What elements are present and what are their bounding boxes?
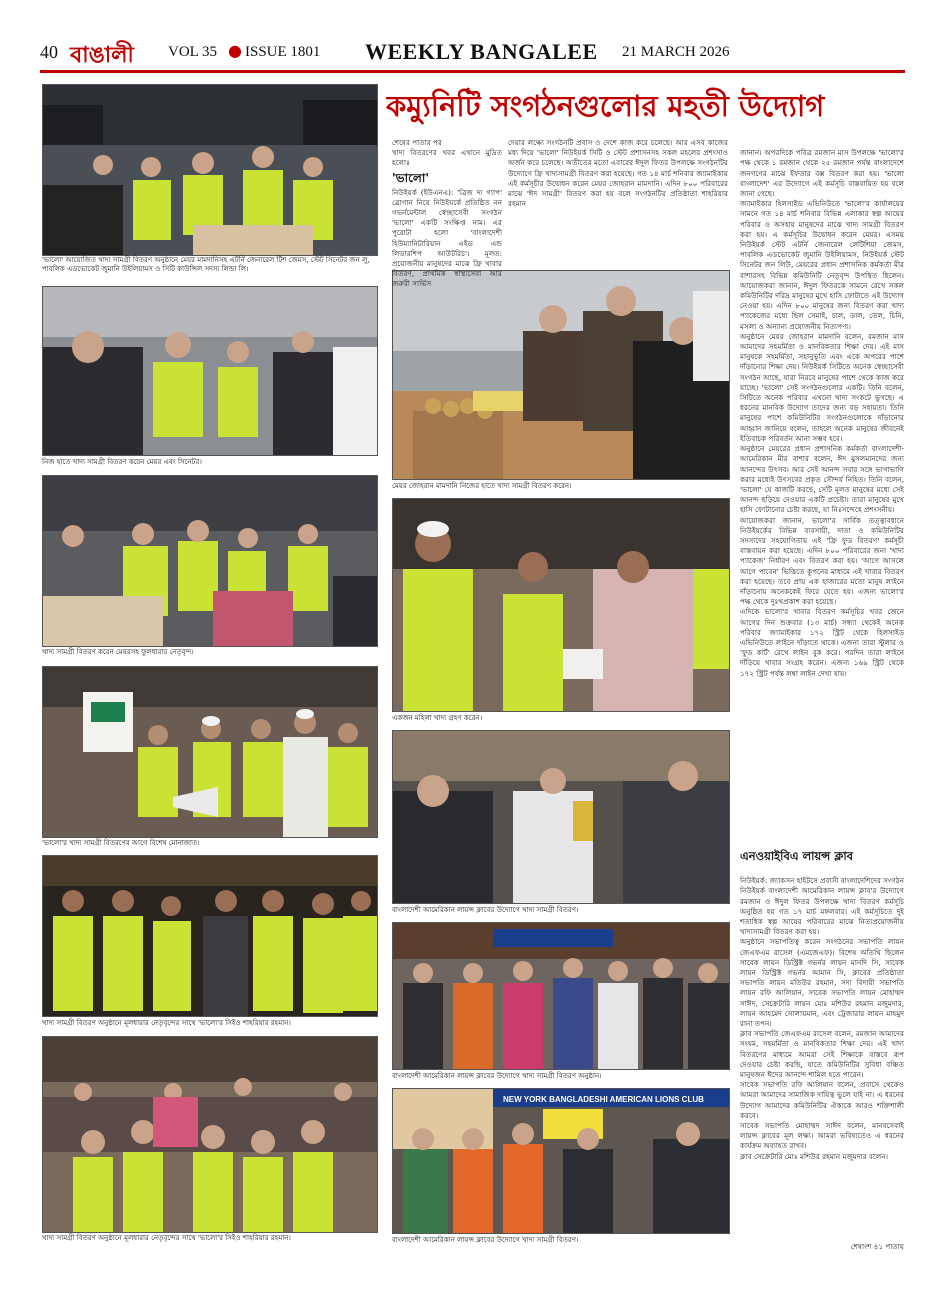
article-paragraph: নিউইয়র্ক: জ্যাকসন হাইটসে প্রবাসী বাংলাদেশিদের সংগঠন নিউইয়র্ক বাংলাদেশী আমেরিকান লায়ন্স ক্লাব'র উদ্যোগে রমজান ও ঈদুল ফিতর উপলক্ষে খাদ্য বিতরণ কর্মসূচি অনুষ্ঠিত হয় গত ১৭ মার্চ মঙ্গলবার। এই কর্মসূচিতে দুই শতাধিক স্বল্প আয়ের পরিবারের মাঝে নিত্যপ্রয়োজনীয় খাদ্যসামগ্রী বিতরণ করা হয়। অনুষ্ঠানে সভাপতিত্ব করেন সংগঠনের সভাপতি লায়ন জেএফএম রাসেল (এমজেএফ)। বিশেষ অতিথি ছিলেন সাবেক লায়ন ডিস্ট্রিক্ট গভর্নর লায়ন মানদি সি, সাবেক লায়ন ডিস্ট্রিক্ট গভর্নর আমান সি, ক্লাবের প্রতিষ্ঠাতা সভাপতি লায়ন মতিউর রহমান, সদ্য বিদায়ী সভাপতি লায়ন রফি আলিয়ান, সাবেক সভাপতি লায়ন মোহাম্মদ সাঈদ, সেক্রেটারি লায়ন মোঃ মশিউর রহমান মজুমদার, লায়ন আহমেদ সোলায়মান, এবং ট্রেজারার লায়ন মাহমুদ রানা তপন। ক্লাব সভাপতি জেএফএম রাসেল বলেন, রমজান আমাদের সংযম, সহমর্মিতা ও মানবিকতার শিক্ষা দেয়। এই খাদ্য বিতরণের মাধ্যমে আমরা সেই শিক্ষাকে বাস্তবে রূপ দেওয়ার চেষ্টা করছি, যাতে কমিউনিটির সুবিধা বঞ্চিত মানুষজন ঈদের আনন্দে শামিল হতে পারেন। সাবেক সভাপতি রফি আলিয়ান বলেন, প্রবাসে থেকেও আমরা আমাদের সামাজিক দায়িত্ব ভুলে যাই না। এ ধরনের উদ্যোগ আমাদের কমিউনিটির ঐক্যকে আরও শক্তিশালী করবে। সাবেক সভাপতি মোহাম্মদ সাঈদ বলেন, মানবসেবাই লায়ন্স ক্লাবের মূল লক্ষ্য। আমরা ভবিষ্যতেও এ ধরনের কার্যক্রম অব্যাহত রাখব। ক্লাব সেক্রেটারি মোঃ মশিউর রহমান মজুমদার বলেন। — [740, 876, 904, 1161]
photo-caption: বাংলাদেশী আমেরিকান লায়ন্স ক্লাবের উদ্যোগে খাদ্য সামগ্রী বিতরণ। — [392, 1236, 579, 1244]
photo-caption: খাদ্য সামগ্রী বিতরণ অনুষ্ঠানে মূলধারার নেতৃবৃন্দের সাথে 'ভালো'র সিইও শাহরিয়ার রহমান। — [42, 1234, 291, 1242]
issue-label: ISSUE 1801 — [245, 44, 321, 60]
photo-caption: খাদ্য সামগ্রী বিতরণ অনুষ্ঠানে মূলধারার নেতৃবৃন্দের সাথে 'ভালো'র সিইও শাহরিয়ার রহমান। — [42, 1019, 291, 1027]
article-paragraph: জানান। অপরদিকে পবিত্র রমজান মাস উপলক্ষে 'ভালো'র পক্ষ থেকে ১ রমজান থেকে ২৫ রমজান পর্যন্ত বাংলাদেশে জনগণের মাঝে ইফতার বক্স বিতরণ করা হয়। 'ভালো বাংলাদেশ' এর উদ্যোগে এই কর্মসূচি বাস্তবায়িত হয় বলে জানা গেছে। জ্যামাইকার হিলসাইড এভিনিউতে 'ভালো'র কার্যালয়ের সামনে গত ১৪ মার্চ শনিবার বিভিন্ন এলাকার স্বল্প আয়ের পরিবার ও অসহায় মানুষদের মাঝে খাদ্য সামগ্রী বিতরণ করা হয়। এ কর্মসূচির উদ্বোধন করেন মেয়র। এসময় নিউইয়র্ক স্টেট এটর্নি জেনারেল লেটিশিয়া জেমস, পাবলিক এডভোকেট জুমানি উইলিয়ামস, নিউইয়র্ক স্টেট সিনেটর জন লিউ, মেয়রের প্রধান প্রশাসনিক কর্মকর্তা মীর বাশারসহ বিভিন্ন কমিউনিটি নেতৃবৃন্দ উপস্থিত ছিলেন। আয়োজকরা জানান, ঈদুল ফিতরকে সামনে রেখে সকল কমিউনিটির দরিদ্র মানুষের মুখে হাসি ফোটাতে এই উদ্যোগ নেওয়া হয়। এদিন ৮০০ মানুষের জন্য বিতরণ করা খাদ্য প্যাকেজের মধ্যে ছিল সেমাই, চাল, ডাল, তেল, চিনি, মসলা ও অন্যান্য প্রয়োজনীয় নিত্যপণ্য। অনুষ্ঠানে মেয়র জোহরান মামদানি বলেন, রমজান মাস আমাদের সহমর্মিতা ও মানবিকতার শিক্ষা দেয়। এই মাস মানুষকে সহমর্মিতা, সহানুভূতি এবং একে অপরের পাশে দাঁড়ানোর শিক্ষা দেয়। নিউইয়র্ক সিটিতে অনেক স্বেচ্ছাসেবী সংগঠন আছে, যারা নিরবে মানুষের পাশে থেকে কাজ করে যাচ্ছে। 'ভালো' সেই সংগঠনগুলোর একটি। তিনি বলেন, সিটিতে অনেক পরিবার এখনো খাদ্য সংকটে ভুগছে। এ ধরনের মানবিক উদ্যোগ তাদের জন্য বড় সহায়তা। তিনি মানুষের পাশে কমিউনিটির সংগঠনগুলোকে দাঁড়ানোর আহ্বান জানিয়ে বলেন, তাহলে অনেক মানুষের জীবনেই ইতিবাচক পরিবর্তন আনা সম্ভব হবে। অনুষ্ঠানে মেয়রের প্রধান প্রশাসনিক কর্মকর্তা বাংলাদেশী-আমেরিকান মীর বাশার বলেন, ঈদ মুসলমানদের জন্য আনন্দের উৎসব। আর সেই আনন্দ সবার সঙ্গে ভাগাভাগি করার মধ্যেই উৎসবের প্রকৃত সৌন্দর্য নিহিত। তিনি বলেন, 'ভালো' যে কাজটি করছে, সেটি মূলত মানুষের মধ্যে সেই আনন্দ ছড়িয়ে দেওয়ার একটি প্রচেষ্টা। তারা মানুষের মুখে হাসি ফোটানোর চেষ্টা করছে, যা নিঃসন্দেহে প্রশংসনীয়। আয়োজকরা জানান, ভালো'র সার্বিক তত্ত্বাবধানে নিউইয়র্কের বিভিন্ন ব্যবসায়ী, দাতা ও কমিউনিটির সদস্যদের সহযোগিতায় এই 'ফ্রি ফুড বিতরণ' কর্মসূচী বাস্তবায়ন করা হয়েছে। এদিন ৮০০ পরিবারের জন্য 'খাদ্য প্যাকেজ' নির্ধারণ এবং বিতরণ করা হয়। 'আগে আসলে আগে পাবেন' ভিত্তিতে কুপনের মাধ্যমে এই খাবার বিতরণ করা হয়েছে। তবে প্রায় এক হাজারের মতো মানুষ লাইনে দাঁড়ানোয় অনেককেই ফিরে যেতে হয়। এজন্য ভালো'র পক্ষ থেকে দুঃখপ্রকাশ করা হয়েছে। এদিকে ভালো'র খাবার বিতরণ কর্মসূচির খবর জেনে আগের দিন শুক্রবার (১৩ মার্চ) সন্ধ্যা থেকেই অনেক পরিবার জ্যামাইকার ১৭২ স্ট্রিট থেকে হিলসাইড এভিনিউতে লাইনে দাঁড়াতে থাকে। এজন্য তারা স্টুলার ও 'ফুড কার্ট' রেখে লাইন বুক করে। পরদিন তারা লাইনে দাঁড়িয়ে খাবার সংগ্রহ করেন। এজন্য ১৬৯ স্ট্রিট থেকে ১৭২ স্ট্রিট পর্যন্ত লম্বা লাইন দেখা যায়। — [740, 148, 904, 678]
photo-mayor-own-hands — [392, 270, 730, 480]
article-paragraph: দেয়ার লক্ষ্যে সংগঠনটি প্রবাস ও দেশে কাজ করে চলেছে। আর এসব কাজের মধ্য দিয়ে 'ভালো' নিউইয়র্ক সিটি ও স্টেট প্রশাসনসহ সকল মহলের প্রশংসাও অর্জন করে চলেছে। অতীতের মতো এবারের ঈদুল ফিতর উপলক্ষে সংগঠনটির উদ্যোগে ফ্রি খাদ্যসামগ্রী বিতরণ করা হয়েছে। গত ১৪ মার্চ শনিবার জ্যামাইকায় এই কর্মসূচীর উদ্বোধন করেন মেয়র জোহরান মামদানি। এদিন ৮০০ পরিবারের মাঝে 'ঈদ সামগ্রী' বিতরণ করা হয় বলে সংগঠনটির প্রতিষ্ঠাতা শাহরিয়ার রহমান — [508, 138, 728, 209]
publication-title: WEEKLY BANGALEE — [365, 39, 598, 64]
photo-caption: বাংলাদেশী আমেরিকান লায়ন্স ক্লাবের উদ্যোগে খাদ্য সামগ্রী বিতরণ। — [392, 906, 579, 914]
banner-text: NEW YORK BANGLADESHI AMERICAN LIONS CLUB — [503, 1095, 704, 1104]
photo-caption: খাদ্য সামগ্রী বিতরণ করেন মেয়রসহ ফুলধারার নেতৃবৃন্দ। — [42, 648, 194, 656]
photo-lions-event — [392, 922, 730, 1070]
photo-woman-receives-food — [392, 498, 730, 712]
masthead — [40, 38, 905, 73]
photo-caption: একজন মহিলা খাদ্য গ্রহণ করেন। — [392, 714, 483, 722]
photo-caption: 'ভালো'র খাদ্য সামগ্রী বিতরণের আগে বিশেষ মোনাজাত। — [42, 839, 200, 847]
article-column-1 — [392, 138, 502, 290]
volume-label: VOL 35 — [168, 44, 218, 60]
article-column-3 — [740, 138, 904, 844]
lions-club-heading: এনওয়াইবিএ লায়ন্স ক্লাব — [740, 849, 854, 863]
photo-ceo-with-leaders — [42, 855, 378, 1017]
photo-caption: নিজ হাতে খাদ্য সামগ্রী বিতরণ করেন মেয়র এবং সিনেটর। — [42, 458, 202, 466]
photo-lions-distribution-2 — [392, 1088, 730, 1234]
separator-dot-icon: ● — [228, 41, 242, 60]
continued-on-page: শেষাংশ ৪১ পাতায় — [850, 1242, 904, 1251]
photo-mayor-distribution — [42, 84, 378, 256]
photo-caption: 'ভালো' আয়োজিত খাদ্য সামগ্রী বিতরণ অনুষ্ঠানে মেয়র মামদানিসহ এটর্নি জেনারেল টিশ জেমস, স্টেট সিনেটর জন লু, পাবলিক এডভোকেট জুমানি উইলিয়ামস ও সিটি কাউন্সিল সদস্য লিন্ডা লি। — [42, 256, 370, 273]
photo-caption: মেয়র জোহরান মামদানি নিজের হাতে খাদ্য সামগ্রী বিতরণ করেন। — [392, 482, 572, 490]
lions-club-article — [740, 866, 904, 1240]
photo-caption: বাংলাদেশী আমেরিকান লায়ন্স ক্লাবের উদ্যোগে খাদ্য সামগ্রী বিতরণ অনুষ্ঠান। — [392, 1072, 602, 1080]
photo-leaders-distribution — [42, 475, 378, 647]
photo-special-prayer — [42, 666, 378, 838]
page-number: 40 — [40, 42, 58, 62]
photo-mayor-senator — [42, 286, 378, 456]
section-subhead-bhalo: 'ভালো' — [392, 170, 430, 185]
issue-date: 21 MARCH 2026 — [622, 44, 730, 60]
continuation-note: শেষের পাতার পর খাদ্য বিতরণের খবর এখানে মুদ্রিত হলোঃ — [392, 138, 502, 168]
photo-ceo-with-leaders-2 — [42, 1036, 378, 1233]
publication-logo: বাঙালী — [70, 43, 134, 68]
photo-lions-distribution — [392, 730, 730, 904]
article-column-2 — [508, 138, 728, 268]
article-headline: কম্যুনিটি সংগঠনগুলোর মহতী উদ্যোগ — [386, 89, 825, 123]
article-paragraph: নিউইয়র্ক (ইউএনএ): 'ব্রিজ দ্য গ্যাপ' স্লোগান নিয়ে নিউইয়র্কে প্রতিষ্ঠিত নন গভর্নমেন্টাল স্বেচ্ছাসেবী সংগঠন 'ভালো' একটি সংক্ষিপ্ত নাম। এর পুরোটা হলো 'বাংলাদেশী হিউম্যানিটারিয়ান এইড এন্ড লিডারশিপ আউটরিচ'। মূলত: প্রয়োজনীয় মানুষদের মাঝে ফ্রি খাবার বিতরণ, প্রাথমিক স্বাস্থ্যসেবা আর জরুরী সার্ভিস — [392, 187, 502, 289]
